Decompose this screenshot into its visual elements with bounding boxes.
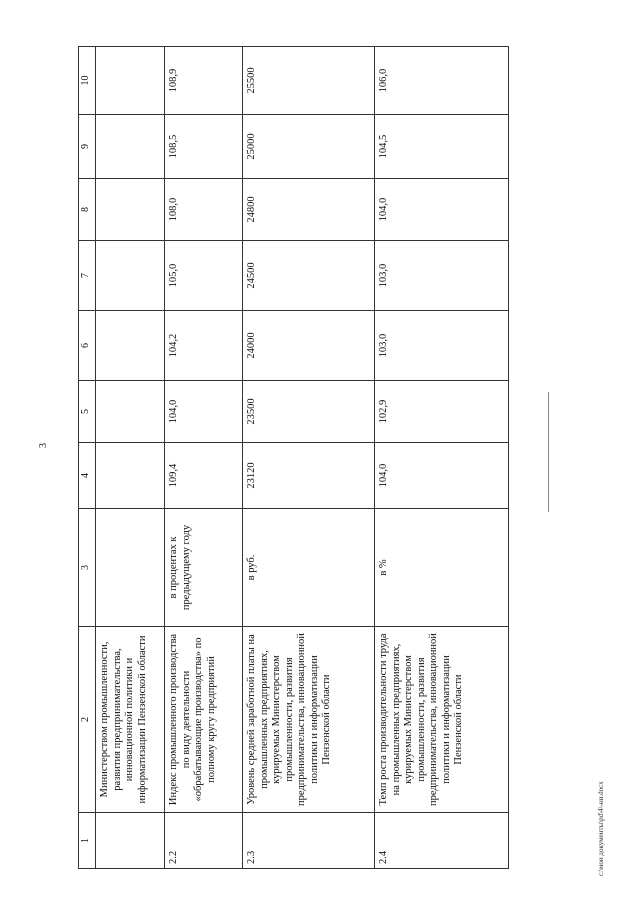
value-cell (96, 381, 165, 443)
value-cell: 25000 (243, 115, 375, 179)
value-cell: 102,9 (375, 381, 509, 443)
value-cell: 24800 (243, 179, 375, 241)
unit-cell: в % (375, 509, 509, 627)
value-cell: 105,0 (165, 241, 243, 311)
indicator-name: Темп роста производительности труда на промышленных предприятиях, курируемых Министерством промышленности, развития предпринимательства, инновационной политики и информатизации Пензенской области (375, 627, 509, 813)
value-cell: 109,4 (165, 443, 243, 509)
header-cell: 1 (79, 813, 96, 869)
value-cell: 104,0 (375, 179, 509, 241)
unit-cell (96, 509, 165, 627)
value-cell: 104,5 (375, 115, 509, 179)
table-row (165, 47, 243, 869)
table-row (243, 47, 375, 869)
header-cell: 4 (79, 443, 96, 509)
value-cell: 23500 (243, 381, 375, 443)
value-cell: 25500 (243, 47, 375, 115)
value-cell: 108,0 (165, 179, 243, 241)
value-cell: 104,0 (165, 381, 243, 443)
header-row (79, 47, 96, 869)
indicator-table (78, 46, 509, 869)
header-cell: 3 (79, 509, 96, 627)
value-cell: 103,0 (375, 241, 509, 311)
indicator-name: Индекс промышленного производства по виду деятельности «обрабатывающие производства» по полному кругу предприятий (165, 627, 243, 813)
row-id (96, 813, 165, 869)
value-cell: 104,2 (165, 311, 243, 381)
row-id: 2.4 (375, 813, 509, 869)
header-cell: 6 (79, 311, 96, 381)
value-cell: 104,0 (375, 443, 509, 509)
row-id: 2.2 (165, 813, 243, 869)
indicator-name: Министерством промышленности, развития предпринимательства, инновационной политики и информатизации Пензенской области (96, 627, 165, 813)
value-cell: 108,9 (165, 47, 243, 115)
value-cell (96, 443, 165, 509)
header-cell: 8 (79, 179, 96, 241)
row-id: 2.3 (243, 813, 375, 869)
rotated-table-container (78, 47, 520, 869)
value-cell: 108,5 (165, 115, 243, 179)
header-cell: 10 (79, 47, 96, 115)
value-cell (96, 47, 165, 115)
value-cell: 24000 (243, 311, 375, 381)
page-number: 3 (38, 443, 49, 448)
value-cell (96, 241, 165, 311)
unit-cell: в руб. (243, 509, 375, 627)
value-cell: 24500 (243, 241, 375, 311)
footer-file-path: c:\мои документы\рd\4\-нн.docx (597, 781, 605, 876)
value-cell (96, 311, 165, 381)
unit-cell: в процентах к предыдущему году (165, 509, 243, 627)
header-cell: 9 (79, 115, 96, 179)
value-cell: 106,0 (375, 47, 509, 115)
value-cell: 23120 (243, 443, 375, 509)
value-cell: 103,0 (375, 311, 509, 381)
separator-line (548, 392, 549, 512)
table-row (96, 47, 165, 869)
header-cell: 5 (79, 381, 96, 443)
table-row (375, 47, 509, 869)
indicator-name: Уровень средней заработной платы на промышленных предприятиях, курируемых Министерством промышленности, развития предпринимательства, инновационной политики и информатизации Пензенской области (243, 627, 375, 813)
value-cell (96, 179, 165, 241)
header-cell: 7 (79, 241, 96, 311)
value-cell (96, 115, 165, 179)
header-cell: 2 (79, 627, 96, 813)
